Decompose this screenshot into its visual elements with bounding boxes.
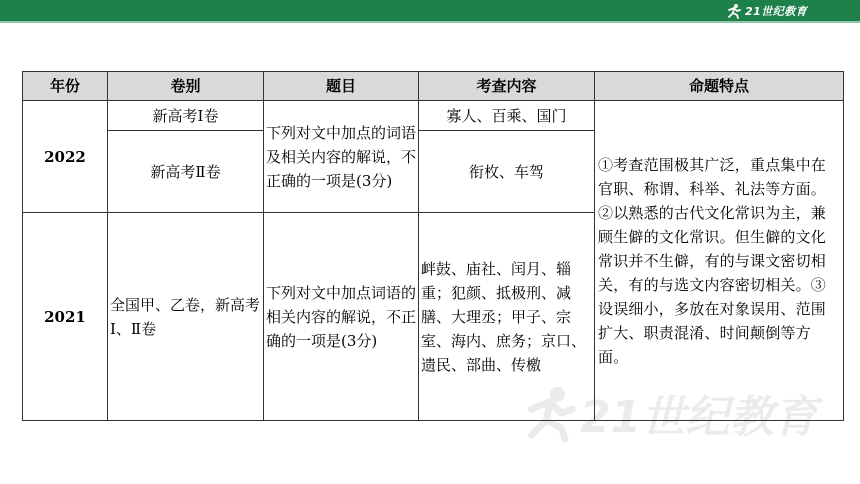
paper-cell: 新高考Ⅱ卷	[108, 131, 264, 213]
runner-logo-icon	[726, 3, 742, 19]
header-features: 命题特点	[595, 72, 844, 101]
paper-cell: 全国甲、乙卷，新高考Ⅰ、Ⅱ卷	[108, 213, 264, 421]
table-row	[23, 101, 844, 131]
question-cell: 下列对文中加点词语的相关内容的解说，不正确的一项是(3分)	[264, 213, 419, 421]
year-cell: 2022	[23, 101, 108, 213]
paper-cell: 新高考Ⅰ卷	[108, 101, 264, 131]
brand-logo	[726, 1, 807, 20]
header-paper: 卷别	[108, 72, 264, 101]
header-year: 年份	[23, 72, 108, 101]
content-cell: 寡人、百乘、国门	[419, 101, 595, 131]
year-cell: 2021	[23, 213, 108, 421]
content-cell: 衔枚、车驾	[419, 131, 595, 213]
top-banner	[0, 0, 860, 21]
features-cell: ①考查范围极其广泛，重点集中在官职、称谓、科举、礼法等方面。②以熟悉的古代文化常识为主，兼顾生僻的文化常识。但生僻的文化常识并不生僻，有的与课文密切相关，有的与选文内容密切相关。③设误细小，多放在对象误用、范围扩大、职责混淆、时间颠倒等方面。	[595, 101, 844, 421]
logo-text: 21世纪教育	[745, 4, 808, 18]
table-header-row	[23, 72, 844, 101]
question-cell: 下列对文中加点的词语及相关内容的解说，不正确的一项是(3分)	[264, 101, 419, 213]
header-divider	[0, 21, 860, 23]
header-question: 题目	[264, 72, 419, 101]
content-cell: 衅鼓、庙社、闰月、辎重；犯颜、抵极刑、减膳、大理丞；甲子、宗室、海内、庶务；京口、遗民、部曲、传檄	[419, 213, 595, 421]
exam-analysis-table	[22, 71, 844, 421]
watermark-text: 21世纪教育	[580, 392, 818, 443]
header-content: 考查内容	[419, 72, 595, 101]
